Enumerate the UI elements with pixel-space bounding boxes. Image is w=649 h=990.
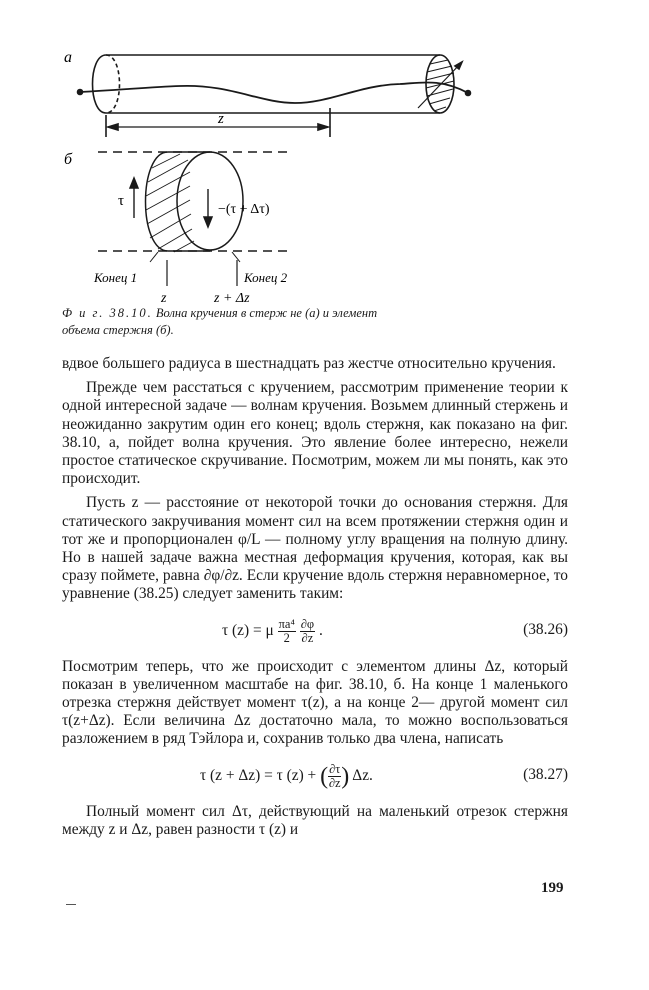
torque-tau-label: τ <box>118 193 125 209</box>
z-position-label: z <box>161 291 167 305</box>
eq1-fraction-1: $\frac{\text{πa⁴}}{2}$ <box>278 616 295 645</box>
figure-number: Ф и г. 38.10. <box>62 306 153 320</box>
torque-minus-tau-label: −(τ + Δτ) <box>218 202 270 217</box>
eq2-tail: Δz. <box>349 766 373 784</box>
equation-38-27 <box>62 757 568 795</box>
eq2-paren-close: ) <box>341 763 350 790</box>
footer-mark <box>66 904 76 905</box>
figure-38-10 <box>0 0 649 305</box>
paragraph-element-length: Посмотрим теперь, что же происходит с элементом длины Δz, который показан в увеличенном масштабе на фиг. 38.10, б. На конце 1 маленького отрезка стержня действует момент τ(z), а на конце 2— другой момент сил τ(z+Δz). Если величина Δz достаточно мала, то можно воспользоваться разложением в ряд Тэйлора и, сохранив только два члена, написать <box>62 657 568 748</box>
eq1-lhs: τ (z) = μ <box>222 621 274 639</box>
figure-caption <box>62 305 502 339</box>
eq1-fraction-2: $\frac{\partial\varphi}{\partial z}$ <box>300 616 315 645</box>
paragraph-torsion-waves: Прежде чем расстаться с кручением, рассмотрим применение теории к одной интересной задаче — волнам кручения. Возьмем длинный стержень и неожиданно закрутим один его конец; вдоль стержня, как показано на фиг. 38.10, а, пойдет волна кручения. Это явление более интересно, нежели простое статическое скручивание. Посмотрим, можем ли мы понять, как это происходит. <box>62 379 568 488</box>
eq2-fraction: $\frac{\partial\tau}{\partial z}$ <box>328 761 341 790</box>
eq2-paren-open: ( <box>320 763 329 790</box>
eq2-number: (38.27) <box>523 765 568 783</box>
eq2-lhs: τ (z + Δz) = τ (z) + <box>200 766 321 784</box>
equation-38-26 <box>62 612 568 650</box>
eq1-number: (38.26) <box>523 620 568 638</box>
figure-label-a: а <box>64 49 72 66</box>
torsion-wave <box>80 82 468 103</box>
dimension-z-label: z <box>218 111 224 127</box>
rod-diagram <box>78 55 471 137</box>
paragraph-total-torque: Полный момент сил Δτ, действующий на маленький отрезок стержня между z и Δz, равен разности τ (z) и <box>62 802 568 838</box>
eq1-tail: . <box>318 621 323 639</box>
figure-label-b: б <box>64 151 73 168</box>
body-text <box>62 355 568 839</box>
end-2-label: Конец 2 <box>244 270 288 285</box>
page-number: 199 <box>541 880 564 896</box>
caption-line-2: объема стержня (б). <box>62 323 174 337</box>
caption-line-1: Волна кручения в стерж не (а) и элемент <box>155 306 378 320</box>
rod-element-diagram <box>98 152 288 286</box>
paragraph-local-strain: Пусть z — расстояние от некоторой точки до основания стержня. Для статического закручивания момент сил на всем протяжении стержня один и тот же и пропорционален φ/L — полному углу вращения на полную длину. Но в нашей задаче важна местная деформация кручения, которая, как вы сразу поймете, равна ∂φ/∂z. Если кручение вдоль стержня неравномерное, то уравнение (38.25) следует заменить таким: <box>62 494 568 603</box>
end-1-label: Конец 1 <box>94 270 138 285</box>
z-dz-position-label: z + Δz <box>214 291 250 305</box>
paragraph-continued: вдвое большего радиуса в шестнадцать раз жестче относительно кручения. <box>62 355 556 372</box>
